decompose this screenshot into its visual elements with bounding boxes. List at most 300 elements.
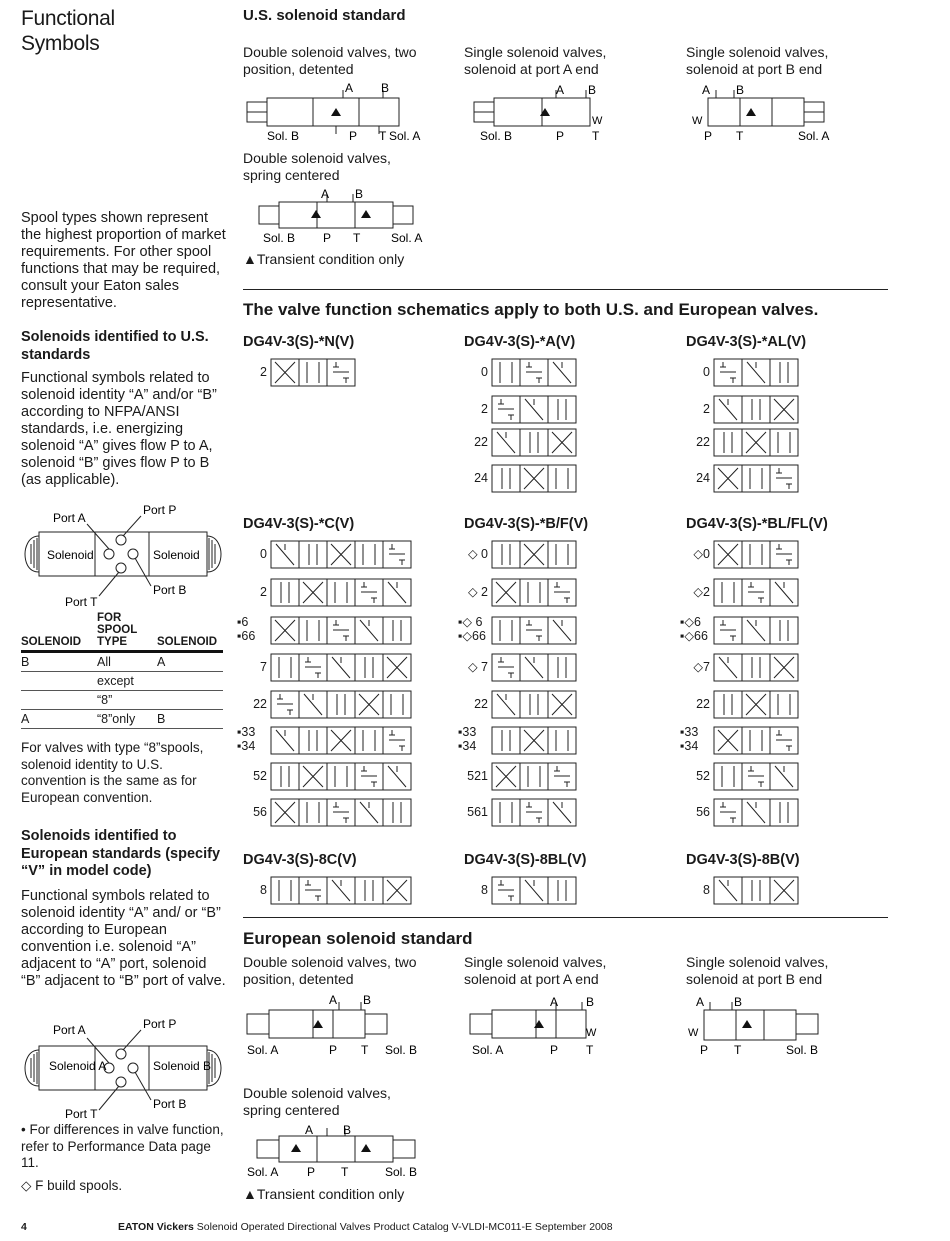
spool-cell — [355, 877, 383, 904]
flow-path — [558, 880, 566, 901]
spool-code: 0 — [481, 365, 488, 379]
spool-symbol — [270, 358, 358, 388]
flow-path — [524, 730, 544, 751]
spool-code: 24 — [696, 471, 710, 485]
flow-path — [530, 432, 538, 453]
spool-cell — [548, 396, 576, 423]
flow-path — [776, 544, 792, 565]
flow-path — [497, 432, 515, 453]
model-heading: DG4V-3(S)-*A(V) — [464, 334, 576, 350]
flow-path — [502, 544, 510, 565]
spool-code: 52 — [253, 769, 267, 783]
table-row — [21, 710, 223, 729]
flow-path — [556, 468, 568, 489]
spool-symbol — [270, 616, 414, 646]
port-t-label: T — [379, 129, 387, 143]
eu-transient-note: ▲Transient condition only — [243, 1186, 405, 1202]
flow-path — [558, 657, 566, 678]
flow-path — [526, 620, 542, 641]
spool-cell — [742, 654, 770, 681]
flow-path — [747, 802, 765, 823]
flow-path — [276, 730, 294, 751]
spool-code: 22 — [696, 435, 710, 449]
transient-marker-icon — [291, 1144, 301, 1152]
flow-path — [498, 657, 514, 678]
flow-path — [331, 730, 351, 751]
flow-path — [747, 620, 765, 641]
flow-path — [333, 802, 349, 823]
port-p-label: P — [700, 1043, 709, 1057]
spool-cell — [492, 465, 520, 492]
transient-marker-icon — [313, 1020, 323, 1028]
flow-path — [780, 362, 788, 383]
port-b-label: B — [734, 995, 743, 1009]
port-b-label: B — [343, 1123, 352, 1137]
spool-cell — [383, 799, 411, 826]
spool-symbol — [713, 726, 801, 756]
spool-code: 2 — [260, 585, 267, 599]
table-row — [21, 691, 223, 710]
spool-cell — [742, 465, 770, 492]
sol-b-label: Sol. B — [385, 1043, 418, 1057]
us-diagram-port-p: Port P — [143, 503, 177, 517]
flow-path — [335, 766, 347, 787]
spool-symbol — [491, 395, 579, 425]
port-a-label: A — [345, 81, 354, 95]
spool-cell — [355, 541, 383, 568]
flow-path — [496, 582, 516, 603]
flow-path — [363, 730, 375, 751]
flow-path — [775, 582, 793, 603]
spool-symbol — [713, 876, 801, 906]
port-a-label: A — [305, 1123, 314, 1137]
flow-path — [720, 802, 736, 823]
spool-code: ◇ 0 — [467, 547, 488, 561]
flow-path — [554, 766, 570, 787]
type8-note: For valves with type “8”spools, solenoid identity to U.S. convention is the same as for European convention. — [21, 740, 204, 805]
flow-path — [307, 802, 319, 823]
spool-symbol — [713, 428, 801, 458]
flow-path — [525, 880, 543, 901]
flow-path — [363, 544, 375, 565]
us-standard-heading: U.S. solenoid standard — [243, 7, 406, 24]
flow-path — [393, 620, 401, 641]
flow-path — [359, 694, 379, 715]
port-t-label: T — [592, 129, 600, 143]
spool-cell — [355, 654, 383, 681]
spring-label: W — [592, 115, 603, 127]
spool-code: ◇ 7 — [467, 660, 488, 674]
spool-symbol — [270, 653, 414, 683]
spool-symbol — [491, 358, 579, 388]
port-b-label: B — [381, 81, 390, 95]
table-cell — [157, 672, 223, 691]
flow-path — [498, 399, 514, 420]
flow-path — [365, 657, 373, 678]
schematics-heading: The valve function schematics apply to both U.S. and European valves. — [243, 300, 819, 319]
flow-path — [720, 620, 736, 641]
port-a-label: A — [556, 83, 565, 97]
flow-path — [502, 468, 510, 489]
us-caption-2: Single solenoid valves, solenoid at port A end — [464, 44, 607, 77]
flow-path — [388, 582, 406, 603]
spool-symbol — [713, 762, 801, 792]
eu-caption-4: Double solenoid valves, spring centered — [243, 1085, 391, 1118]
sol-b-label: Sol. B — [480, 129, 513, 143]
flow-path — [775, 766, 793, 787]
flow-path — [718, 544, 738, 565]
spool-cell — [271, 763, 299, 790]
flow-path — [778, 432, 790, 453]
eu-text: Functional symbols related to solenoid identity “A” and/ or “B” according to European convention i.e. solenoid “A” adjacent to “A” port, solenoid “B” adjacent to “B” port of valve. — [21, 888, 226, 989]
flow-path — [530, 694, 538, 715]
flow-path — [333, 362, 349, 383]
table-cell: All — [97, 652, 157, 672]
us-diagram-left: Solenoid — [47, 548, 94, 562]
port-b-label: B — [363, 993, 372, 1007]
spring-label: W — [586, 1027, 597, 1039]
us-solenoid-diagram — [21, 500, 226, 612]
spool-symbol — [713, 395, 801, 425]
divider — [243, 289, 888, 290]
spool-code: ▪33 ▪34 — [237, 725, 256, 753]
flow-path — [748, 766, 764, 787]
spool-cell — [299, 799, 327, 826]
flow-path — [275, 620, 295, 641]
port-t-label: T — [736, 129, 744, 143]
us-heading: Solenoids identified to U.S. standards — [21, 329, 209, 363]
flow-path — [333, 620, 349, 641]
flow-path — [500, 802, 512, 823]
flow-path — [525, 657, 543, 678]
table-cell: A — [157, 652, 223, 672]
spool-cell — [742, 877, 770, 904]
spool-code: ◇ 2 — [467, 585, 488, 599]
table-cell: B — [157, 710, 223, 729]
sol-a-label: Sol. A — [391, 231, 423, 245]
port-p-label: P — [704, 129, 713, 143]
flow-path — [525, 399, 543, 420]
flow-path — [275, 362, 295, 383]
port-a-label: A — [696, 995, 705, 1009]
flow-path — [554, 582, 570, 603]
spool-cell — [548, 877, 576, 904]
sol-b-label: Sol. B — [263, 231, 296, 245]
spool-cell — [714, 429, 742, 456]
flow-path — [553, 362, 571, 383]
spool-symbol — [713, 798, 801, 828]
model-heading: DG4V-3(S)-*AL(V) — [686, 334, 807, 350]
spool-cell — [327, 691, 355, 718]
flow-path — [718, 468, 738, 489]
spool-symbol — [270, 690, 414, 720]
spool-cell — [355, 727, 383, 754]
model-heading: DG4V-3(S)-*N(V) — [243, 334, 355, 350]
note-diamond: ◇ F build spools. — [21, 1178, 123, 1193]
flow-path — [558, 399, 566, 420]
port-b-label: B — [586, 995, 595, 1009]
spool-code: 52 — [696, 769, 710, 783]
spool-code: 2 — [481, 402, 488, 416]
flow-path — [309, 544, 317, 565]
flow-path — [360, 802, 378, 823]
eu-diagram-port-b: Port B — [153, 1097, 187, 1111]
us-transient-note: ▲Transient condition only — [243, 251, 405, 267]
port-t-label: T — [353, 231, 361, 245]
flow-path — [279, 657, 291, 678]
port-b-label: B — [588, 83, 597, 97]
flow-path — [277, 694, 293, 715]
spool-cell — [770, 617, 798, 644]
spool-code: ▪33 ▪34 — [458, 725, 477, 753]
flow-path — [746, 432, 766, 453]
spool-symbol — [270, 726, 414, 756]
spool-symbol — [270, 578, 414, 608]
spool-cell — [327, 579, 355, 606]
port-t-label: T — [734, 1043, 742, 1057]
spool-symbol — [491, 540, 579, 570]
us-single-a-symbol — [464, 80, 644, 144]
flow-path — [720, 362, 736, 383]
flow-path — [303, 582, 323, 603]
eu-heading: Solenoids identified to European standards (specify “V” in model code) — [21, 828, 221, 879]
flow-path — [387, 657, 407, 678]
spool-code: ▪◇ 6 ▪◇66 — [458, 615, 486, 643]
port-a-label: A — [321, 187, 330, 201]
spool-symbol — [713, 690, 801, 720]
spool-symbol — [491, 798, 579, 828]
flow-path — [337, 694, 345, 715]
flow-path — [361, 582, 377, 603]
spool-code: 2 — [260, 365, 267, 379]
spool-cell — [742, 727, 770, 754]
solenoid-table — [21, 612, 223, 729]
spool-code: 2 — [703, 402, 710, 416]
flow-path — [393, 802, 401, 823]
spool-cell — [770, 429, 798, 456]
flow-path — [750, 468, 762, 489]
port-t-label: T — [341, 1165, 349, 1179]
note-bullet: • For differences in valve function, refer to Performance Data page 11. — [21, 1122, 224, 1170]
table-header: SOLENOID — [157, 636, 218, 648]
spool-code: ◇2 — [693, 585, 710, 599]
flow-path — [774, 657, 794, 678]
eu-single-a-symbol — [464, 992, 644, 1058]
flow-path — [391, 694, 403, 715]
spool-symbol — [491, 762, 579, 792]
spool-symbol — [491, 876, 579, 906]
sol-a-label: Sol. A — [389, 129, 421, 143]
flow-path — [388, 766, 406, 787]
page-title — [21, 6, 201, 56]
spool-cell — [548, 541, 576, 568]
spool-symbol — [713, 540, 801, 570]
sol-b-label: Sol. B — [786, 1043, 819, 1057]
us-caption-3: Single solenoid valves, solenoid at port B end — [686, 44, 829, 77]
us-diagram-port-b: Port B — [153, 583, 187, 597]
port-p-label: P — [349, 129, 358, 143]
port-p-label: P — [329, 1043, 338, 1057]
spool-cell — [271, 877, 299, 904]
flow-path — [750, 730, 762, 751]
spool-symbol — [713, 578, 801, 608]
flow-path — [502, 730, 510, 751]
flow-path — [389, 544, 405, 565]
spool-code: 24 — [474, 471, 488, 485]
port-a-label: A — [329, 993, 338, 1007]
eu-diagram-port-p: Port P — [143, 1017, 177, 1031]
spool-cell — [520, 763, 548, 790]
divider — [243, 917, 888, 918]
table-cell: except — [97, 672, 157, 691]
spool-code: 0 — [260, 547, 267, 561]
table-row — [21, 672, 223, 691]
sol-a-label: Sol. A — [247, 1043, 279, 1057]
spool-cell — [520, 691, 548, 718]
spool-cell — [271, 579, 299, 606]
model-heading: DG4V-3(S)-*BL/FL(V) — [686, 516, 828, 532]
flow-path — [556, 730, 568, 751]
spool-code: ◇0 — [693, 547, 710, 561]
spool-cell — [770, 691, 798, 718]
spool-symbol — [270, 876, 414, 906]
port-t-label: T — [586, 1043, 594, 1057]
table-cell: “8”only — [97, 710, 157, 729]
flow-path — [752, 399, 760, 420]
spool-cell — [492, 727, 520, 754]
eu-spring-centered-symbol — [243, 1118, 433, 1180]
spool-symbol — [713, 464, 801, 494]
spool-cell — [520, 429, 548, 456]
flow-path — [718, 730, 738, 751]
spool-symbol — [491, 428, 579, 458]
flow-path — [332, 880, 350, 901]
eu-diagram-left: Solenoid A — [49, 1059, 107, 1073]
flow-path — [778, 694, 790, 715]
spool-cell — [714, 579, 742, 606]
flow-path — [304, 694, 322, 715]
flow-path — [365, 880, 373, 901]
port-b-label: B — [736, 83, 745, 97]
flow-path — [335, 582, 347, 603]
footer-page: 4 — [21, 1221, 27, 1233]
port-b-label: B — [355, 187, 364, 201]
transient-marker-icon — [742, 1020, 752, 1028]
port-a-label: A — [550, 995, 559, 1009]
flow-path — [774, 880, 794, 901]
flow-path — [780, 802, 788, 823]
eu-solenoid-diagram — [21, 1014, 226, 1124]
eu-single-b-symbol — [686, 992, 866, 1058]
flow-path — [556, 544, 568, 565]
spool-cell — [299, 359, 327, 386]
spool-code: ▪◇6 ▪◇66 — [680, 615, 708, 643]
spool-cell — [299, 727, 327, 754]
flow-path — [528, 582, 540, 603]
table-header: FOR SPOOL TYPE — [97, 612, 138, 648]
flow-path — [309, 730, 317, 751]
flow-path — [552, 432, 572, 453]
table-row — [21, 652, 223, 672]
port-a-label: A — [702, 83, 711, 97]
table-header: SOLENOID — [21, 636, 82, 648]
spool-code: 521 — [467, 769, 488, 783]
eu-caption-2: Single solenoid valves, solenoid at port A end — [464, 954, 607, 987]
spool-symbol — [270, 762, 414, 792]
spool-cell — [742, 541, 770, 568]
sol-b-label: Sol. B — [385, 1165, 418, 1179]
flow-path — [752, 880, 760, 901]
flow-path — [361, 766, 377, 787]
port-t-label: T — [361, 1043, 369, 1057]
spool-symbol — [713, 358, 801, 388]
flow-path — [724, 432, 732, 453]
flow-path — [774, 399, 794, 420]
flow-path — [281, 766, 289, 787]
flow-path — [528, 766, 540, 787]
page-title-line-1: Functional — [21, 7, 115, 30]
flow-path — [524, 468, 544, 489]
spool-cell — [548, 727, 576, 754]
table-cell: “8” — [97, 691, 157, 710]
sol-b-label: Sol. B — [267, 129, 300, 143]
transient-marker-icon — [361, 1144, 371, 1152]
us-caption-1: Double solenoid valves, two position, detented — [243, 44, 417, 77]
table-cell — [21, 691, 97, 710]
spool-cell — [299, 617, 327, 644]
spool-cell — [383, 617, 411, 644]
flow-path — [748, 582, 764, 603]
footer-text: Solenoid Operated Directional Valves Product Catalog V-VLDI-MC011-E September 2008 — [196, 1221, 613, 1233]
port-p-label: P — [323, 231, 332, 245]
flow-path — [747, 362, 765, 383]
page-title-line-2: Symbols — [21, 32, 100, 55]
spool-cell — [714, 691, 742, 718]
spool-code: 8 — [260, 883, 267, 897]
sol-a-label: Sol. A — [798, 129, 830, 143]
us-diagram-port-a: Port A — [53, 511, 86, 525]
spring-label: W — [692, 115, 703, 127]
flow-path — [719, 657, 737, 678]
table-cell: A — [21, 710, 97, 729]
flow-path — [524, 544, 544, 565]
flow-path — [719, 399, 737, 420]
transient-marker-icon — [746, 108, 756, 116]
spring-label: W — [688, 1027, 699, 1039]
spool-cell — [770, 799, 798, 826]
flow-path — [526, 362, 542, 383]
us-diagram-right: Solenoid — [153, 548, 200, 562]
port-p-label: P — [307, 1165, 316, 1179]
flow-path — [496, 766, 516, 787]
transient-marker-icon — [331, 108, 341, 116]
flow-path — [719, 880, 737, 901]
eu-caption-3: Single solenoid valves, solenoid at port B end — [686, 954, 829, 987]
spool-symbol — [491, 726, 579, 756]
port-p-label: P — [556, 129, 565, 143]
flow-path — [279, 880, 291, 901]
flow-path — [387, 880, 407, 901]
spool-cell — [742, 396, 770, 423]
spool-code: 561 — [467, 805, 488, 819]
spool-symbol — [491, 616, 579, 646]
spool-code: 22 — [696, 697, 710, 711]
sol-a-label: Sol. A — [247, 1165, 279, 1179]
us-single-b-symbol — [686, 80, 866, 144]
spool-code: 56 — [253, 805, 267, 819]
spool-cell — [271, 654, 299, 681]
flow-path — [497, 694, 515, 715]
